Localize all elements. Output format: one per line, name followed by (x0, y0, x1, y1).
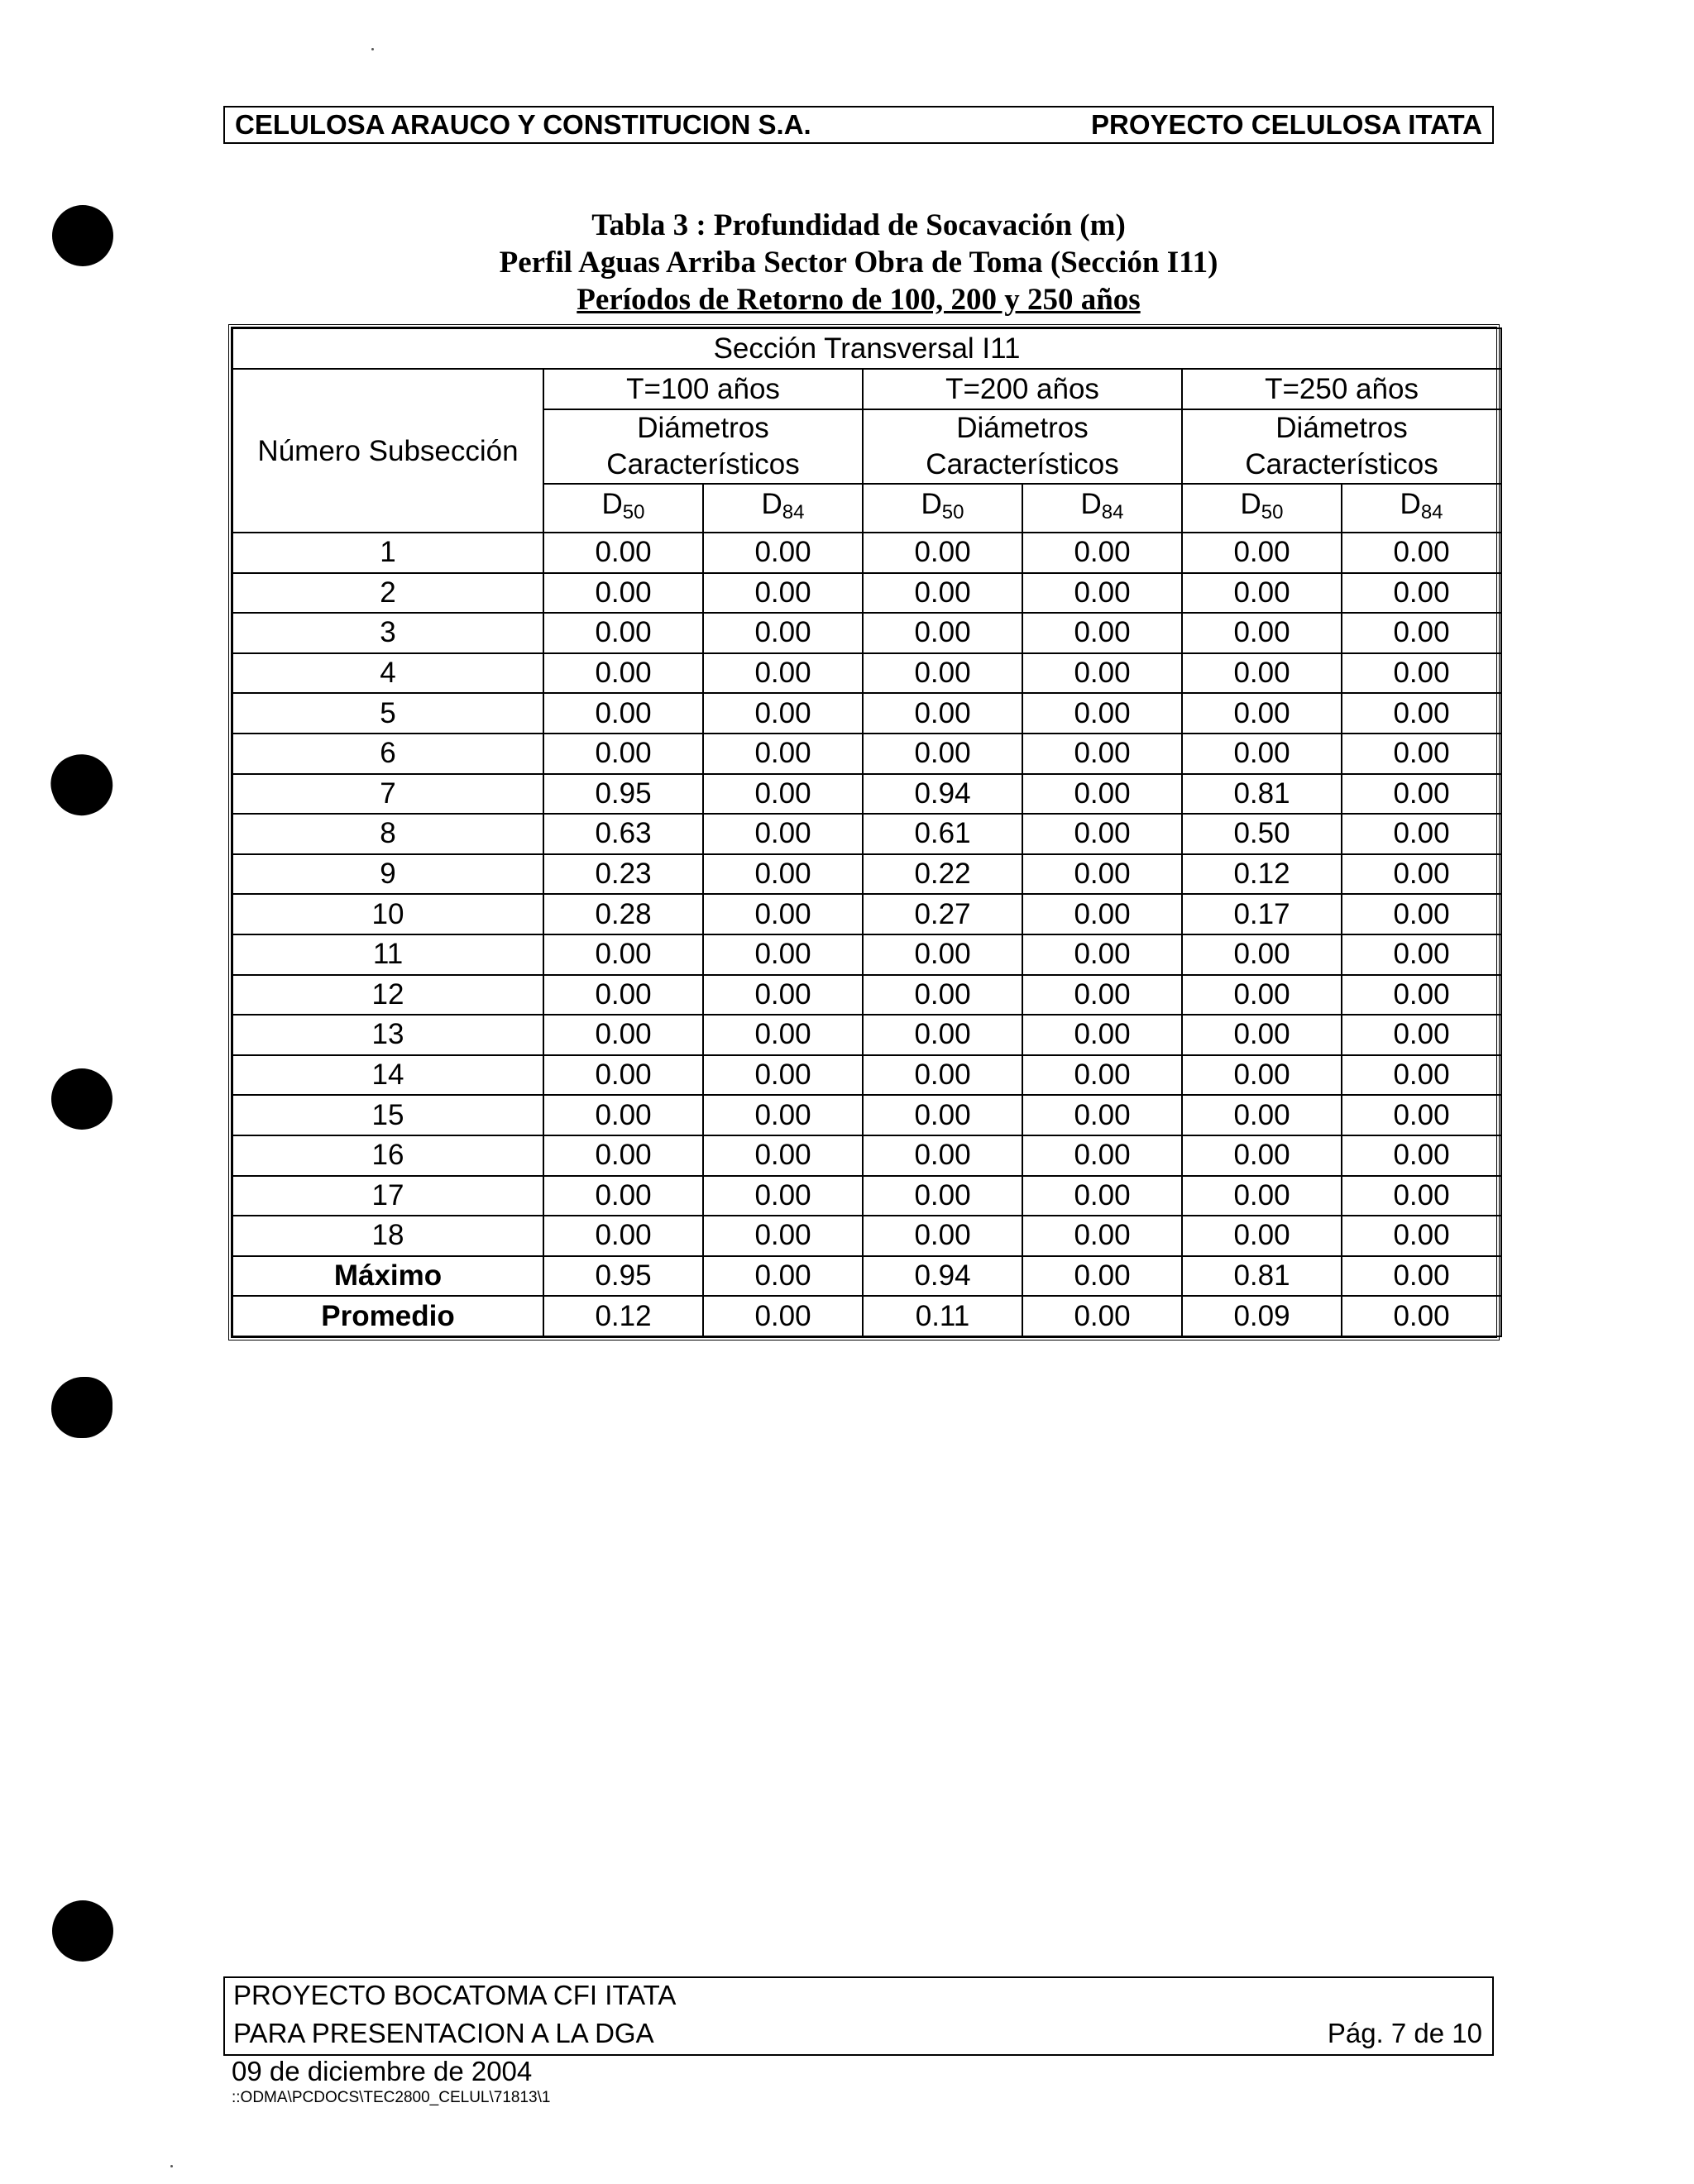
section-header: Sección Transversal I11 (232, 328, 1501, 369)
table-row (232, 1055, 1501, 1096)
d50-value: 0.00 (863, 1176, 1022, 1216)
d84-value: 0.00 (1342, 1216, 1501, 1256)
diameter-subscript: 50 (1261, 501, 1284, 523)
d50-value: 0.23 (543, 854, 703, 895)
d50-value: 0.00 (543, 693, 703, 734)
subsection-number: 7 (232, 774, 543, 815)
d50-value: 0.00 (863, 1135, 1022, 1176)
d50-value: 0.00 (543, 734, 703, 774)
d84-value: 0.00 (703, 1095, 863, 1135)
subsection-number: 11 (232, 934, 543, 975)
d84-value: 0.00 (1342, 975, 1501, 1016)
row-header: Número Subsección (232, 369, 543, 533)
d84-value: 0.00 (1022, 533, 1182, 573)
table-row (232, 1015, 1501, 1055)
d50-value: 0.00 (1182, 573, 1342, 614)
title-line-2: Perfil Aguas Arriba Sector Obra de Toma (Sección I11) (499, 246, 1218, 280)
d50-value: 0.00 (1182, 734, 1342, 774)
d50-value: 0.61 (863, 814, 1022, 854)
d50-value: 0.00 (863, 1055, 1022, 1096)
d84-header (703, 484, 863, 533)
d50-value: 0.95 (543, 1256, 703, 1297)
d50-value: 0.00 (543, 1216, 703, 1256)
d50-value: 0.00 (543, 1176, 703, 1216)
d50-value: 0.63 (543, 814, 703, 854)
d50-value: 0.12 (543, 1296, 703, 1336)
header-project: PROYECTO CELULOSA ITATA (1090, 109, 1482, 140)
d50-value: 0.00 (863, 533, 1022, 573)
d50-value: 0.00 (863, 613, 1022, 653)
d84-value: 0.00 (1342, 734, 1501, 774)
subsection-number: 10 (232, 894, 543, 934)
d50-value: 0.00 (863, 1095, 1022, 1135)
diameter-header (543, 409, 863, 484)
d50-value: 0.00 (863, 734, 1022, 774)
d50-value: 0.00 (1182, 1176, 1342, 1216)
d50-value: 0.00 (543, 934, 703, 975)
period-header: T=250 años (1182, 369, 1501, 409)
table-row (232, 613, 1501, 653)
d84-value: 0.00 (703, 1015, 863, 1055)
page-number: Pág. 7 de 10 (1327, 2018, 1482, 2048)
d50-value: 0.00 (863, 934, 1022, 975)
footer-line-2: PARA PRESENTACION A LA DGA (233, 2018, 654, 2048)
table-row (232, 693, 1501, 734)
d50-value: 0.00 (863, 573, 1022, 614)
title-line-1: Tabla 3 : Profundidad de Socavación (m) (591, 208, 1126, 242)
d50-value: 0.95 (543, 774, 703, 815)
subsection-number: 9 (232, 854, 543, 895)
punch-hole (52, 205, 113, 266)
diameter-header-line-2: Característicos (606, 448, 800, 480)
d84-value: 0.00 (1342, 533, 1501, 573)
d50-value: 0.00 (863, 653, 1022, 694)
diameter-header-line-2: Característicos (926, 448, 1119, 480)
d50-value: 0.81 (1182, 1256, 1342, 1297)
table-row (232, 975, 1501, 1016)
d50-value: 0.81 (1182, 774, 1342, 815)
d84-value: 0.00 (1342, 1176, 1501, 1216)
table-row (232, 573, 1501, 614)
diameter-subscript: 84 (1101, 501, 1124, 523)
d84-value: 0.00 (703, 1296, 863, 1336)
scan-speck (170, 2165, 173, 2167)
d50-value: 0.00 (1182, 1135, 1342, 1176)
d50-header (1182, 484, 1342, 533)
d84-value: 0.00 (703, 613, 863, 653)
subsection-number: 18 (232, 1216, 543, 1256)
subsection-number: 2 (232, 573, 543, 614)
d84-value: 0.00 (1342, 1135, 1501, 1176)
d50-value: 0.12 (1182, 854, 1342, 895)
subsection-number: 4 (232, 653, 543, 694)
d84-value: 0.00 (1022, 1216, 1182, 1256)
footer-date: 09 de diciembre de 2004 (232, 2056, 533, 2086)
d50-value: 0.00 (543, 1095, 703, 1135)
d84-value: 0.00 (703, 854, 863, 895)
d84-value: 0.00 (703, 1216, 863, 1256)
d84-value: 0.00 (1342, 774, 1501, 815)
period-header: T=200 años (863, 369, 1182, 409)
subsection-number: 8 (232, 814, 543, 854)
d84-value: 0.00 (703, 1176, 863, 1216)
d50-value: 0.00 (863, 1216, 1022, 1256)
table-row (232, 854, 1501, 895)
diameter-subscript: 84 (782, 501, 805, 523)
d84-header (1022, 484, 1182, 533)
subsection-number: 17 (232, 1176, 543, 1216)
d50-value: 0.00 (543, 1055, 703, 1096)
d84-value: 0.00 (1342, 613, 1501, 653)
table-row (232, 1095, 1501, 1135)
header-company: CELULOSA ARAUCO Y CONSTITUCION S.A. (235, 109, 811, 140)
d84-value: 0.00 (703, 734, 863, 774)
average-label-row (232, 1296, 1501, 1336)
table-row (232, 894, 1501, 934)
d84-value: 0.00 (703, 814, 863, 854)
d84-value: 0.00 (1342, 653, 1501, 694)
table-row (232, 653, 1501, 694)
d50-value: 0.00 (1182, 1055, 1342, 1096)
d50-value: 0.00 (543, 653, 703, 694)
d50-value: 0.00 (1182, 653, 1342, 694)
d50-value: 0.94 (863, 1256, 1022, 1297)
page-header (223, 106, 1494, 144)
subsection-number: 15 (232, 1095, 543, 1135)
diameter-header-line-1: Diámetros (1275, 412, 1408, 444)
maximum-label-row (232, 1256, 1501, 1297)
diameter-subscript: 84 (1420, 501, 1443, 523)
diameter-symbol: D (761, 488, 782, 520)
d50-value: 0.00 (1182, 1095, 1342, 1135)
subsection-number: 14 (232, 1055, 543, 1096)
subsection-number: 1 (232, 533, 543, 573)
d84-value: 0.00 (1342, 1055, 1501, 1096)
d84-value: 0.00 (1022, 1055, 1182, 1096)
punch-hole (43, 746, 122, 824)
d50-value: 0.00 (543, 1135, 703, 1176)
diameter-subscript: 50 (622, 501, 645, 523)
d50-header (863, 484, 1022, 533)
d84-value: 0.00 (703, 573, 863, 614)
table-row (232, 533, 1501, 573)
diameter-header (863, 409, 1182, 484)
d50-value: 0.00 (1182, 1015, 1342, 1055)
d50-value: 0.00 (1182, 533, 1342, 573)
d84-value: 0.00 (1022, 1135, 1182, 1176)
d84-value: 0.00 (1342, 1095, 1501, 1135)
subsection-number: 5 (232, 693, 543, 734)
d84-value: 0.00 (703, 975, 863, 1016)
d84-value: 0.00 (1022, 653, 1182, 694)
d84-value: 0.00 (1022, 693, 1182, 734)
d84-value: 0.00 (1022, 774, 1182, 815)
maximum-label: Máximo (232, 1256, 543, 1297)
d50-value: 0.00 (1182, 693, 1342, 734)
d84-value: 0.00 (703, 934, 863, 975)
d50-value: 0.00 (1182, 1216, 1342, 1256)
subsection-number: 12 (232, 975, 543, 1016)
d84-value: 0.00 (1342, 693, 1501, 734)
d84-value: 0.00 (1342, 814, 1501, 854)
d84-value: 0.00 (1022, 734, 1182, 774)
subsection-number: 16 (232, 1135, 543, 1176)
d84-value: 0.00 (703, 1256, 863, 1297)
footer-doc-path: ::ODMA\PCDOCS\TEC2800_CELUL\71813\1 (232, 2089, 551, 2106)
d84-value: 0.00 (1342, 934, 1501, 975)
table-row (232, 774, 1501, 815)
d50-value: 0.00 (863, 1015, 1022, 1055)
d50-value: 0.00 (1182, 934, 1342, 975)
diameter-subscript: 50 (941, 501, 964, 523)
d50-value: 0.28 (543, 894, 703, 934)
average-label: Promedio (232, 1296, 543, 1336)
scan-speck (371, 48, 374, 50)
d84-value: 0.00 (1342, 894, 1501, 934)
d50-value: 0.27 (863, 894, 1022, 934)
subsection-number: 3 (232, 613, 543, 653)
d50-value: 0.17 (1182, 894, 1342, 934)
d50-header (543, 484, 703, 533)
punch-hole (51, 1068, 112, 1130)
d50-value: 0.00 (863, 975, 1022, 1016)
diameter-symbol: D (1240, 488, 1261, 520)
d84-value: 0.00 (703, 693, 863, 734)
d50-value: 0.00 (543, 975, 703, 1016)
d84-value: 0.00 (1022, 1015, 1182, 1055)
d50-value: 0.09 (1182, 1296, 1342, 1336)
table-row (232, 934, 1501, 975)
diameter-header-line-1: Diámetros (956, 412, 1089, 444)
diameter-symbol: D (1400, 488, 1421, 520)
d84-value: 0.00 (1022, 613, 1182, 653)
d50-value: 0.00 (543, 613, 703, 653)
subsection-number: 6 (232, 734, 543, 774)
d50-value: 0.00 (543, 533, 703, 573)
diameter-symbol: D (921, 488, 942, 520)
d84-value: 0.00 (703, 1135, 863, 1176)
d84-value: 0.00 (703, 533, 863, 573)
footer-line-1: PROYECTO BOCATOMA CFI ITATA (233, 1980, 677, 2010)
d50-value: 0.50 (1182, 814, 1342, 854)
diameter-header-line-1: Diámetros (637, 412, 769, 444)
diameter-header-line-2: Característicos (1245, 448, 1438, 480)
d84-header (1342, 484, 1501, 533)
d50-value: 0.00 (863, 693, 1022, 734)
d84-value: 0.00 (1022, 1296, 1182, 1336)
d50-value: 0.11 (863, 1296, 1022, 1336)
d84-value: 0.00 (1022, 573, 1182, 614)
d84-value: 0.00 (1022, 1176, 1182, 1216)
d84-value: 0.00 (1342, 1296, 1501, 1336)
title-line-3: Períodos de Retorno de 100, 200 y 250 años (577, 283, 1141, 317)
d84-value: 0.00 (703, 774, 863, 815)
d84-value: 0.00 (1342, 1015, 1501, 1055)
page-footer (223, 1976, 1494, 2056)
subsection-number: 13 (232, 1015, 543, 1055)
table-row (232, 1216, 1501, 1256)
punch-hole (52, 1900, 113, 1962)
d84-value: 0.00 (1342, 1256, 1501, 1297)
period-header: T=100 años (543, 369, 863, 409)
table-row (232, 1176, 1501, 1216)
d84-value: 0.00 (1342, 573, 1501, 614)
d50-value: 0.22 (863, 854, 1022, 895)
d50-value: 0.00 (1182, 975, 1342, 1016)
d84-value: 0.00 (1022, 894, 1182, 934)
d84-value: 0.00 (1022, 1256, 1182, 1297)
d84-value: 0.00 (703, 653, 863, 694)
d84-value: 0.00 (1342, 854, 1501, 895)
d84-value: 0.00 (1022, 814, 1182, 854)
d50-value: 0.94 (863, 774, 1022, 815)
punch-hole (51, 1377, 112, 1438)
d84-value: 0.00 (1022, 854, 1182, 895)
d84-value: 0.00 (703, 894, 863, 934)
diameter-header (1182, 409, 1501, 484)
d50-value: 0.00 (543, 573, 703, 614)
table-row (232, 1135, 1501, 1176)
table-row (232, 814, 1501, 854)
table-row (232, 734, 1501, 774)
d50-value: 0.00 (1182, 613, 1342, 653)
d84-value: 0.00 (1022, 1095, 1182, 1135)
diameter-symbol: D (1080, 488, 1102, 520)
d84-value: 0.00 (1022, 975, 1182, 1016)
table-title (223, 207, 1494, 318)
d84-value: 0.00 (703, 1055, 863, 1096)
scour-depth-table (228, 324, 1500, 1341)
d50-value: 0.00 (543, 1015, 703, 1055)
d84-value: 0.00 (1022, 934, 1182, 975)
diameter-symbol: D (601, 488, 623, 520)
